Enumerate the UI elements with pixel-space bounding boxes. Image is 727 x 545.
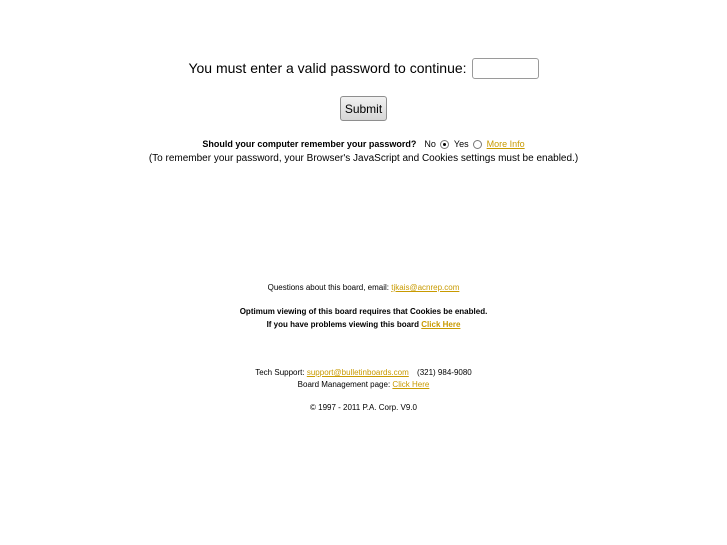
remember-question: Should your computer remember your password? [202, 139, 417, 149]
more-info-link[interactable]: More Info [486, 139, 525, 149]
remember-note: (To remember your password, your Browser's JavaScript and Cookies settings must be enabled.) [148, 153, 579, 164]
board-management-label: Board Management page: [297, 380, 391, 389]
problems-click-here-link[interactable]: Click Here [421, 320, 461, 329]
password-input[interactable] [472, 58, 539, 79]
password-prompt-row [0, 56, 727, 80]
questions-text: Questions about this board, email: [267, 283, 389, 292]
copyright-text: © 1997 - 2011 P.A. Corp. V9.0 [310, 403, 417, 412]
board-email-link[interactable]: tjkais@acnrep.com [391, 283, 460, 292]
cookies-notice: Optimum viewing of this board requires that Cookies be enabled. [239, 307, 488, 316]
submit-button[interactable]: Submit [340, 96, 387, 121]
submit-row [0, 96, 727, 121]
board-management-row [0, 380, 727, 389]
questions-row [0, 283, 727, 292]
tech-support-phone: (321) 984-9080 [417, 368, 472, 377]
board-management-link[interactable]: Click Here [392, 380, 430, 389]
remember-no-label: No [424, 139, 436, 149]
remember-yes-label: Yes [453, 139, 469, 149]
tech-support-email-link[interactable]: support@bulletinboards.com [306, 368, 409, 377]
remember-yes-radio[interactable] [473, 140, 482, 149]
problems-row [0, 320, 727, 329]
password-prompt-label: You must enter a valid password to continue: [188, 60, 467, 76]
remember-password-row [0, 139, 727, 149]
remember-no-radio[interactable] [440, 140, 449, 149]
tech-support-label: Tech Support: [255, 368, 305, 377]
problems-text: If you have problems viewing this board [266, 320, 420, 329]
tech-support-row [0, 368, 727, 377]
